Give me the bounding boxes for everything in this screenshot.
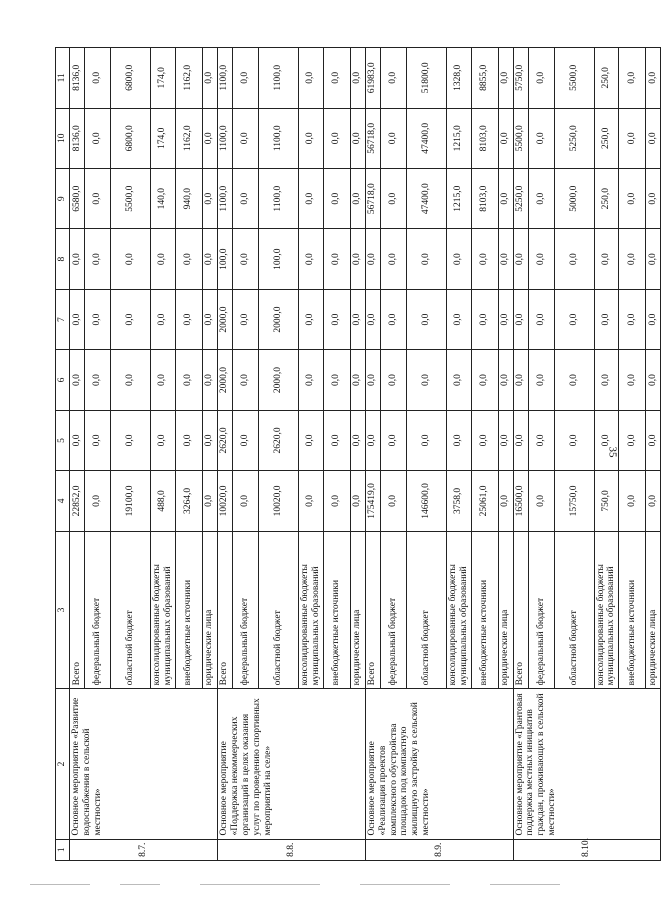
value-cell: 0,0 (85, 410, 111, 470)
value-cell: 5500,0 (111, 168, 151, 228)
value-cell: 0,0 (619, 168, 646, 228)
value-cell: 0,0 (646, 48, 661, 109)
column-header-1: 1 (56, 839, 70, 860)
value-cell: 10020,0 (258, 471, 298, 531)
value-cell: 0,0 (528, 229, 554, 289)
value-cell: 0,0 (350, 350, 365, 410)
value-cell: 0,0 (298, 350, 323, 410)
value-cell: 0,0 (202, 108, 217, 168)
funding-source: внебюджетные источники (175, 531, 202, 689)
value-cell: 0,0 (528, 108, 554, 168)
value-cell: 0,0 (85, 289, 111, 349)
value-cell: 0,0 (513, 350, 528, 410)
column-header-10: 10 (56, 108, 70, 168)
funding-source: Всего (70, 531, 85, 689)
value-cell: 0,0 (298, 168, 323, 228)
value-cell: 2000,0 (258, 289, 298, 349)
value-cell: 6580,0 (70, 168, 85, 228)
value-cell: 0,0 (111, 350, 151, 410)
value-cell: 0,0 (202, 289, 217, 349)
value-cell: 0,0 (471, 350, 498, 410)
value-cell: 1100,0 (217, 168, 232, 228)
value-cell: 0,0 (594, 289, 619, 349)
value-cell: 15750,0 (554, 471, 594, 531)
funding-source: юридические лица (350, 531, 365, 689)
value-cell: 0,0 (202, 48, 217, 109)
value-cell: 0,0 (554, 229, 594, 289)
value-cell: 0,0 (380, 350, 406, 410)
value-cell: 0,0 (350, 108, 365, 168)
group-index: 8.9. (365, 839, 513, 860)
value-cell: 1162,0 (175, 108, 202, 168)
value-cell: 0,0 (232, 350, 258, 410)
value-cell: 6800,0 (111, 108, 151, 168)
value-cell: 0,0 (70, 289, 85, 349)
value-cell: 0,0 (406, 410, 446, 470)
value-cell: 0,0 (70, 229, 85, 289)
funding-source: юридические лица (498, 531, 513, 689)
value-cell: 5500,0 (513, 108, 528, 168)
value-cell: 47400,0 (406, 108, 446, 168)
funding-source: консолидированные бюджеты муниципальных образований (446, 531, 471, 689)
value-cell: 0,0 (232, 229, 258, 289)
value-cell: 0,0 (151, 289, 176, 349)
funding-source: внебюджетные источники (471, 531, 498, 689)
value-cell: 250,0 (594, 168, 619, 228)
value-cell: 0,0 (350, 229, 365, 289)
value-cell: 0,0 (619, 471, 646, 531)
value-cell: 0,0 (513, 229, 528, 289)
value-cell: 0,0 (298, 48, 323, 109)
value-cell: 0,0 (498, 48, 513, 109)
column-header-11: 11 (56, 48, 70, 109)
value-cell: 0,0 (528, 289, 554, 349)
group-name: Основное мероприятие «Реализация проектов комплексного обустройства площадок под компактную жилищную застройку в сельской местности» (365, 689, 513, 839)
value-cell: 0,0 (70, 410, 85, 470)
value-cell: 0,0 (594, 350, 619, 410)
value-cell: 16500,0 (513, 471, 528, 531)
table-body (70, 48, 661, 861)
table-row (217, 48, 232, 861)
value-cell: 0,0 (554, 289, 594, 349)
group-index: 8.8. (217, 839, 365, 860)
value-cell: 0,0 (619, 108, 646, 168)
table-row (365, 48, 380, 861)
value-cell: 1100,0 (217, 108, 232, 168)
value-cell: 2000,0 (258, 350, 298, 410)
value-cell: 8103,0 (471, 168, 498, 228)
value-cell: 0,0 (151, 350, 176, 410)
column-header-3: 3 (56, 531, 70, 689)
value-cell: 2620,0 (258, 410, 298, 470)
value-cell: 0,0 (380, 229, 406, 289)
value-cell: 1328,0 (446, 48, 471, 109)
value-cell: 100,0 (217, 229, 232, 289)
value-cell: 1215,0 (446, 108, 471, 168)
value-cell: 0,0 (350, 471, 365, 531)
value-cell: 0,0 (323, 229, 350, 289)
value-cell: 0,0 (528, 168, 554, 228)
value-cell: 0,0 (151, 410, 176, 470)
value-cell: 5750,0 (513, 48, 528, 109)
value-cell: 2000,0 (217, 350, 232, 410)
value-cell: 0,0 (528, 48, 554, 109)
value-cell: 100,0 (258, 229, 298, 289)
value-cell: 0,0 (446, 350, 471, 410)
funding-source: федеральный бюджет (528, 531, 554, 689)
value-cell: 1100,0 (217, 48, 232, 109)
funding-source: внебюджетные источники (323, 531, 350, 689)
scan-artifact-lines (30, 878, 620, 892)
value-cell: 0,0 (498, 289, 513, 349)
group-index: 8.10. (513, 839, 661, 860)
value-cell: 0,0 (646, 410, 661, 470)
value-cell: 0,0 (471, 410, 498, 470)
value-cell: 0,0 (498, 108, 513, 168)
group-name: Основное мероприятие «Развитие водоснабжения в сельской местности» (70, 689, 218, 839)
value-cell: 0,0 (298, 289, 323, 349)
value-cell: 0,0 (406, 289, 446, 349)
value-cell: 488,0 (151, 471, 176, 531)
column-header-2: 2 (56, 689, 70, 839)
column-header-9: 9 (56, 168, 70, 228)
value-cell: 61983,0 (365, 48, 380, 109)
value-cell: 5000,0 (554, 168, 594, 228)
value-cell: 0,0 (646, 168, 661, 228)
value-cell: 0,0 (594, 410, 619, 470)
value-cell: 0,0 (646, 289, 661, 349)
value-cell: 0,0 (528, 471, 554, 531)
value-cell: 0,0 (298, 108, 323, 168)
column-header-7: 7 (56, 289, 70, 349)
funding-source: Всего (217, 531, 232, 689)
value-cell: 0,0 (513, 289, 528, 349)
value-cell: 0,0 (151, 229, 176, 289)
value-cell: 1100,0 (258, 48, 298, 109)
funding-source: областной бюджет (258, 531, 298, 689)
value-cell: 0,0 (70, 350, 85, 410)
value-cell: 51800,0 (406, 48, 446, 109)
value-cell: 0,0 (323, 410, 350, 470)
value-cell: 0,0 (85, 48, 111, 109)
value-cell: 0,0 (202, 350, 217, 410)
value-cell: 0,0 (175, 410, 202, 470)
funding-source: областной бюджет (406, 531, 446, 689)
value-cell: 140,0 (151, 168, 176, 228)
column-header-5: 5 (56, 410, 70, 470)
value-cell: 0,0 (111, 410, 151, 470)
value-cell: 0,0 (619, 229, 646, 289)
value-cell: 0,0 (232, 289, 258, 349)
funding-source: федеральный бюджет (85, 531, 111, 689)
value-cell: 3264,0 (175, 471, 202, 531)
value-cell: 8136,0 (70, 108, 85, 168)
value-cell: 0,0 (554, 410, 594, 470)
funding-source: федеральный бюджет (380, 531, 406, 689)
value-cell: 19100,0 (111, 471, 151, 531)
value-cell: 0,0 (513, 410, 528, 470)
funding-source: юридические лица (202, 531, 217, 689)
value-cell: 0,0 (498, 410, 513, 470)
group-index: 8.7. (70, 839, 218, 860)
value-cell: 0,0 (323, 168, 350, 228)
column-header-4: 4 (56, 471, 70, 531)
value-cell: 0,0 (380, 48, 406, 109)
value-cell: 8136,0 (70, 48, 85, 109)
value-cell: 22852,0 (70, 471, 85, 531)
value-cell: 940,0 (175, 168, 202, 228)
value-cell: 0,0 (175, 289, 202, 349)
value-cell: 0,0 (202, 229, 217, 289)
value-cell: 0,0 (111, 289, 151, 349)
value-cell: 0,0 (498, 229, 513, 289)
funding-source: юридические лица (646, 531, 661, 689)
value-cell: 0,0 (323, 350, 350, 410)
value-cell: 0,0 (528, 350, 554, 410)
value-cell: 0,0 (528, 410, 554, 470)
group-name: Основное мероприятие «Грантовая поддержка местных инициатив граждан, проживающих в сельской местности» (513, 689, 661, 839)
value-cell: 0,0 (323, 48, 350, 109)
column-header-row (56, 48, 70, 861)
value-cell: 0,0 (446, 289, 471, 349)
funding-source: федеральный бюджет (232, 531, 258, 689)
value-cell: 0,0 (646, 350, 661, 410)
value-cell: 0,0 (202, 471, 217, 531)
value-cell: 0,0 (365, 410, 380, 470)
value-cell: 0,0 (323, 108, 350, 168)
value-cell: 0,0 (406, 229, 446, 289)
value-cell: 0,0 (350, 289, 365, 349)
value-cell: 0,0 (365, 350, 380, 410)
value-cell: 0,0 (85, 168, 111, 228)
value-cell: 0,0 (619, 48, 646, 109)
value-cell: 0,0 (554, 350, 594, 410)
value-cell: 0,0 (111, 229, 151, 289)
value-cell: 56718,0 (365, 108, 380, 168)
value-cell: 146600,0 (406, 471, 446, 531)
value-cell: 0,0 (646, 108, 661, 168)
value-cell: 0,0 (85, 108, 111, 168)
value-cell: 5500,0 (554, 48, 594, 109)
value-cell: 0,0 (380, 168, 406, 228)
value-cell: 10020,0 (217, 471, 232, 531)
value-cell: 0,0 (406, 350, 446, 410)
value-cell: 0,0 (471, 289, 498, 349)
value-cell: 1100,0 (258, 108, 298, 168)
value-cell: 750,0 (594, 471, 619, 531)
value-cell: 2620,0 (217, 410, 232, 470)
value-cell: 174,0 (151, 48, 176, 109)
value-cell: 0,0 (646, 471, 661, 531)
value-cell: 0,0 (350, 168, 365, 228)
value-cell: 0,0 (202, 410, 217, 470)
column-header-8: 8 (56, 229, 70, 289)
value-cell: 0,0 (175, 350, 202, 410)
value-cell: 0,0 (232, 108, 258, 168)
value-cell: 0,0 (365, 289, 380, 349)
value-cell: 0,0 (619, 350, 646, 410)
page-number: 35 (606, 446, 619, 458)
value-cell: 0,0 (498, 350, 513, 410)
value-cell: 0,0 (85, 350, 111, 410)
value-cell: 0,0 (446, 229, 471, 289)
value-cell: 5250,0 (513, 168, 528, 228)
value-cell: 0,0 (498, 168, 513, 228)
value-cell: 175419,0 (365, 471, 380, 531)
value-cell: 0,0 (298, 410, 323, 470)
value-cell: 0,0 (471, 229, 498, 289)
value-cell: 0,0 (323, 471, 350, 531)
value-cell: 0,0 (380, 471, 406, 531)
funding-source: внебюджетные источники (619, 531, 646, 689)
value-cell: 56718,0 (365, 168, 380, 228)
value-cell: 0,0 (446, 410, 471, 470)
funding-source: областной бюджет (111, 531, 151, 689)
table-row (513, 48, 528, 861)
value-cell: 1162,0 (175, 48, 202, 109)
funding-source: областной бюджет (554, 531, 594, 689)
value-cell: 0,0 (232, 410, 258, 470)
value-cell: 3758,0 (446, 471, 471, 531)
value-cell: 0,0 (298, 229, 323, 289)
value-cell: 0,0 (202, 168, 217, 228)
value-cell: 0,0 (323, 289, 350, 349)
value-cell: 0,0 (350, 410, 365, 470)
value-cell: 250,0 (594, 48, 619, 109)
value-cell: 0,0 (85, 471, 111, 531)
value-cell: 0,0 (646, 229, 661, 289)
value-cell: 8855,0 (471, 48, 498, 109)
value-cell: 25061,0 (471, 471, 498, 531)
value-cell: 0,0 (380, 289, 406, 349)
funding-source: консолидированные бюджеты муниципальных образований (298, 531, 323, 689)
column-header-6: 6 (56, 350, 70, 410)
value-cell: 0,0 (498, 471, 513, 531)
value-cell: 0,0 (232, 48, 258, 109)
value-cell: 250,0 (594, 108, 619, 168)
value-cell: 0,0 (380, 108, 406, 168)
value-cell: 0,0 (619, 410, 646, 470)
value-cell: 0,0 (594, 229, 619, 289)
value-cell: 5250,0 (554, 108, 594, 168)
value-cell: 0,0 (232, 471, 258, 531)
value-cell: 2000,0 (217, 289, 232, 349)
value-cell: 0,0 (232, 168, 258, 228)
value-cell: 1215,0 (446, 168, 471, 228)
value-cell: 0,0 (380, 410, 406, 470)
value-cell: 0,0 (350, 48, 365, 109)
value-cell: 0,0 (619, 289, 646, 349)
value-cell: 0,0 (175, 229, 202, 289)
group-name: Основное мероприятие «Поддержка некоммерческих организаций в целях оказания услуг по проведению спортивных мероприятий на селе» (217, 689, 365, 839)
value-cell: 1100,0 (258, 168, 298, 228)
funding-source: Всего (513, 531, 528, 689)
table-row (70, 48, 85, 861)
value-cell: 174,0 (151, 108, 176, 168)
funding-source: консолидированные бюджеты муниципальных образований (151, 531, 176, 689)
value-cell: 6800,0 (111, 48, 151, 109)
budget-table (55, 47, 661, 861)
value-cell: 0,0 (365, 229, 380, 289)
value-cell: 0,0 (85, 229, 111, 289)
value-cell: 0,0 (298, 471, 323, 531)
funding-source: консолидированные бюджеты муниципальных образований (594, 531, 619, 689)
value-cell: 8103,0 (471, 108, 498, 168)
value-cell: 47400,0 (406, 168, 446, 228)
funding-source: Всего (365, 531, 380, 689)
